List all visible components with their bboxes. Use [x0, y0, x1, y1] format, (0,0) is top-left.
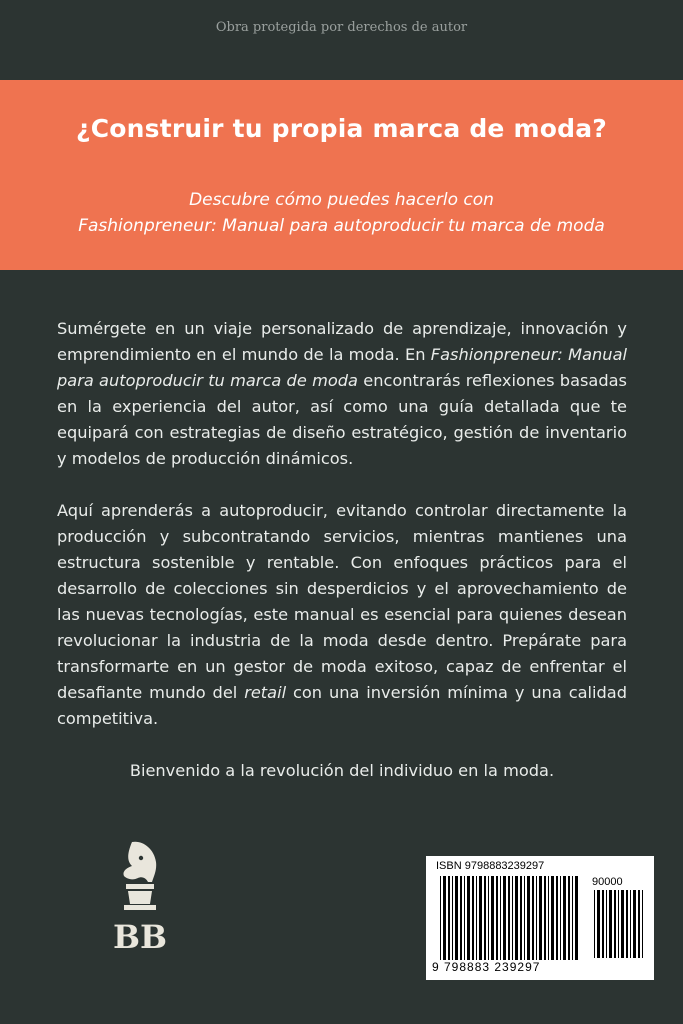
p1-text-a: Sumérgete en un viaje personalizado de aprendizaje, innovación y emprendimiento en el mundo de la moda. En [57, 319, 627, 364]
barcode-addon-bars [594, 890, 646, 958]
barcode-main-bars [440, 876, 580, 960]
isbn-digits: 9 798883 239297 [432, 960, 541, 974]
publisher-logo [112, 838, 168, 956]
subtitle-line-1: Descubre cómo puedes hacerlo con [189, 190, 494, 210]
p1-book-title: Fashionpreneur: Manual para autoproducir tu marca de moda [57, 345, 627, 390]
headline-banner [0, 80, 683, 270]
synopsis-paragraph-3: Bienvenido a la revolución del individuo en la moda. [129, 761, 555, 780]
subtitle-line-2: Fashionpreneur: Manual para autoproducir tu marca de moda [78, 216, 605, 236]
p2-retail: retail [244, 683, 287, 702]
p2-text-b: con una inversión mínima y una calidad competitiva. [57, 683, 627, 728]
synopsis-paragraph-1 [57, 316, 627, 472]
synopsis-paragraph-2 [57, 498, 627, 732]
logo-monogram: BB [112, 918, 168, 956]
p1-text-b: encontrarás reflexiones basadas en la experiencia del autor, así como una guía detallada que te equipará con estrategias de diseño estratégico, gestión de inventario y modelos de producción dinámicos. [57, 371, 627, 468]
headline-title: ¿Construir tu propia marca de moda? [76, 114, 607, 143]
copyright-watermark-top: Obra protegida por derechos de autor [215, 20, 468, 35]
isbn-label: ISBN 9798883239297 [436, 860, 545, 872]
knight-chess-piece-icon [112, 838, 168, 956]
isbn-barcode [426, 856, 654, 980]
price-code: 90000 [592, 876, 623, 888]
p2-text-a: Aquí aprenderás a autoproducir, evitando controlar directamente la producción y subcontratando servicios, mientras mantienes una estructura sostenible y rentable. Con enfoques prácticos para el desarrollo de colecciones sin desperdicios y el aprovechamiento de las nuevas tecnologías, este manual es esencial para quienes desean revolucionar la industria de la moda desde dentro. Prepárate para transformarte en un gestor de moda exitoso, capaz de enfrentar el desafiante mundo del [57, 501, 627, 702]
synopsis [57, 316, 627, 810]
headline-subtitle [0, 187, 683, 239]
